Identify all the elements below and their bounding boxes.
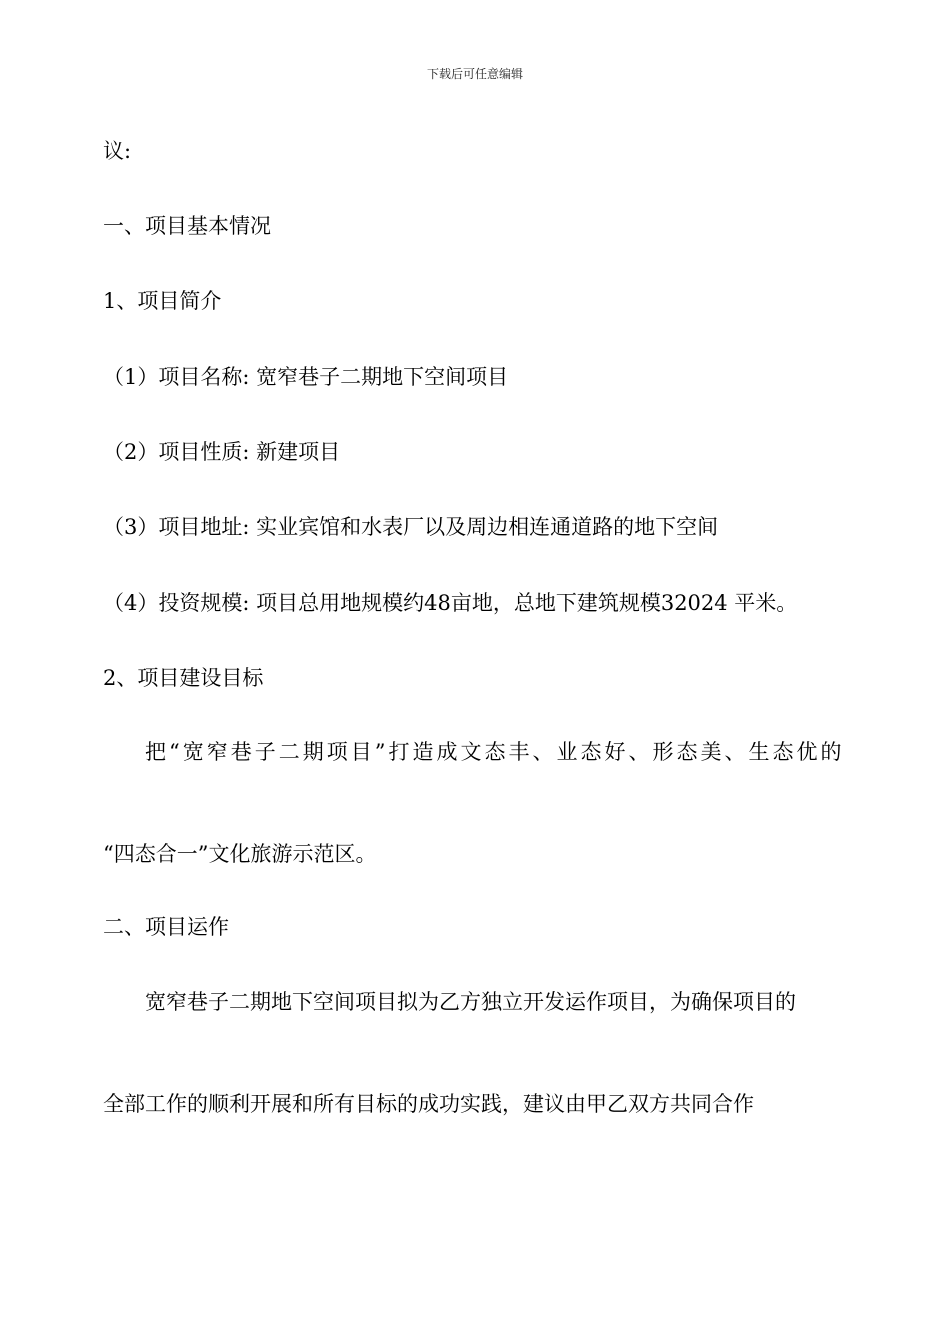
- subsection-heading-1-1: 1、项目简介: [103, 289, 222, 313]
- item-project-nature: （2）项目性质: 新建项目: [103, 440, 341, 464]
- item-investment-scale: （4）投资规模: 项目总用地规模约48亩地，总地下建筑规模32024 平米。: [103, 591, 798, 615]
- paragraph-goal-line-2: “四态合一”文化旅游示范区。: [103, 842, 377, 866]
- item-project-address: （3）项目地址: 实业宾馆和水表厂以及周边相连通道路的地下空间: [103, 515, 719, 539]
- item-project-name: （1）项目名称: 宽窄巷子二期地下空间项目: [103, 365, 509, 389]
- subsection-heading-1-2: 2、项目建设目标: [103, 666, 264, 690]
- page-header-note: 下载后可任意编辑: [426, 67, 523, 81]
- section-heading-1: 一、项目基本情况: [103, 214, 271, 238]
- section-heading-2: 二、项目运作: [103, 915, 229, 939]
- paragraph-operation-line-1: 宽窄巷子二期地下空间项目拟为乙方独立开发运作项目，为确保项目的: [145, 990, 796, 1014]
- paragraph-operation-line-2: 全部工作的顺利开展和所有目标的成功实践，建议由甲乙双方共同合作: [103, 1092, 754, 1116]
- text-line-continuation: 议:: [103, 139, 132, 163]
- paragraph-goal-line-1: 把“宽窄巷子二期项目”打造成文态丰、业态好、形态美、生态优的: [145, 740, 845, 764]
